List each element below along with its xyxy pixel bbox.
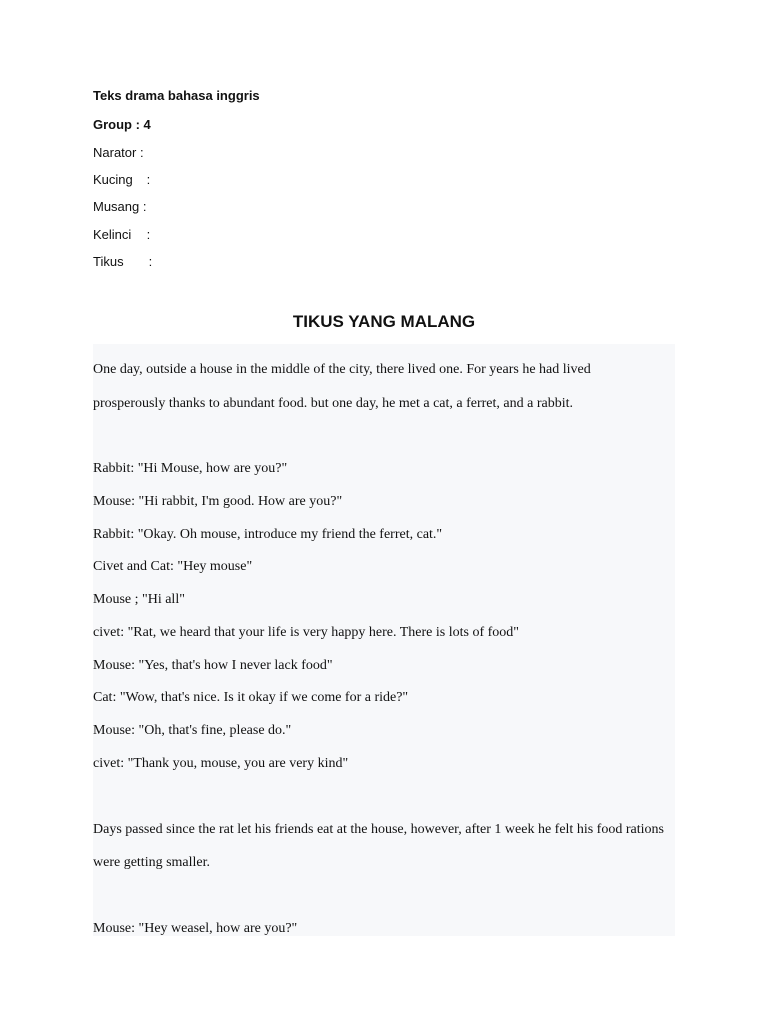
story-line: civet: "Thank you, mouse, you are very kind": [93, 756, 349, 771]
story-title: TIKUS YANG MALANG: [292, 312, 476, 331]
role-line-kucing: [93, 172, 150, 188]
role-name: Musang: [93, 199, 140, 214]
role-separator: :: [146, 172, 151, 187]
story-line: Mouse: "Yes, that's how I never lack food": [93, 658, 333, 673]
group-label: Group : 4: [93, 117, 151, 132]
role-line-narator: [93, 145, 144, 161]
role-name: Kelinci: [93, 227, 132, 242]
role-line-kelinci: [93, 227, 150, 243]
role-name: Narator: [93, 145, 137, 160]
role-line-tikus: [93, 254, 152, 270]
story-line: Mouse: "Hi rabbit, I'm good. How are you?": [93, 494, 343, 509]
story-line: prosperously thanks to abundant food. but one day, he met a cat, a ferret, and a rabbit.: [93, 396, 573, 411]
role-name: Kucing: [93, 172, 133, 187]
role-line-musang: [93, 199, 147, 215]
story-line: Mouse: "Oh, that's fine, please do.": [93, 723, 292, 738]
role-separator: :: [139, 145, 144, 160]
story-line: were getting smaller.: [93, 855, 211, 870]
role-name: Tikus: [93, 254, 124, 269]
story-line: Mouse: "Hey weasel, how are you?": [93, 921, 298, 936]
document-title: Teks drama bahasa inggris: [93, 88, 260, 103]
role-separator: :: [148, 254, 153, 269]
story-line: civet: "Rat, we heard that your life is very happy here. There is lots of food": [93, 625, 519, 640]
role-separator: :: [142, 199, 147, 214]
story-line: One day, outside a house in the middle of the city, there lived one. For years he had lived: [93, 362, 591, 377]
story-line: Civet and Cat: "Hey mouse": [93, 559, 253, 574]
story-line: Days passed since the rat let his friends eat at the house, however, after 1 week he felt his food rations: [93, 822, 664, 837]
story-line: Rabbit: "Okay. Oh mouse, introduce my friend the ferret, cat.": [93, 527, 443, 542]
story-line: Cat: "Wow, that's nice. Is it okay if we come for a ride?": [93, 690, 409, 705]
story-line: Rabbit: "Hi Mouse, how are you?": [93, 461, 288, 476]
role-separator: :: [146, 227, 151, 242]
story-line: Mouse ; "Hi all": [93, 592, 185, 607]
